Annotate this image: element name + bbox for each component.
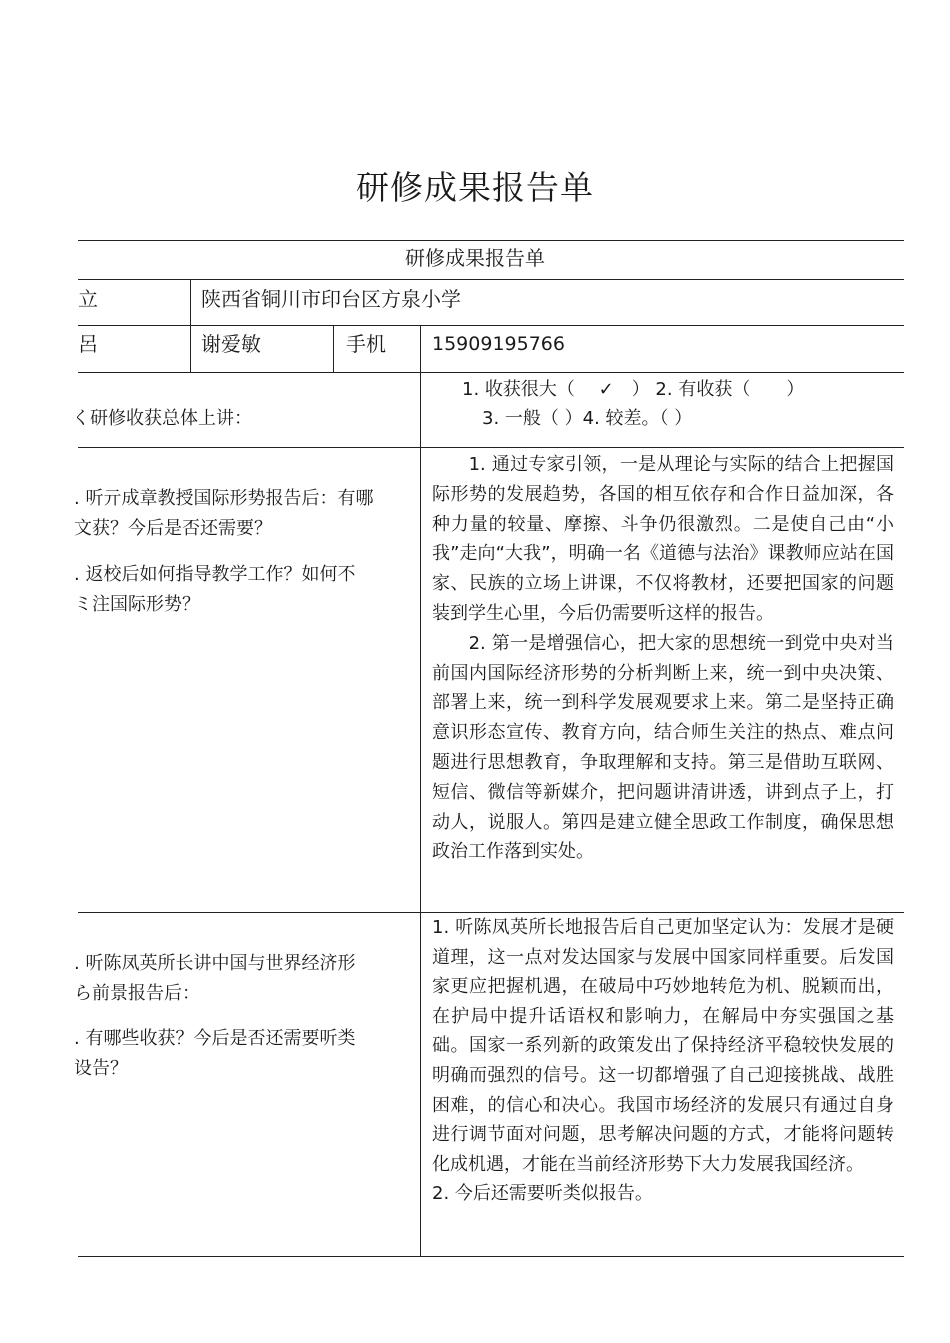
table-divider [420,325,421,1256]
q1-line4: ミ注国际形势？ [74,594,200,615]
table-title: 研修成果报告单 [405,246,545,270]
q2-answer-paragraph-2: 2. 今后还需要听类似报告。 [432,1183,653,1205]
overall-question: く研修收获总体上讲： [72,408,252,429]
phone-label: 手机 [346,332,386,356]
unit-label: 立 [78,287,98,311]
table-rule [78,279,904,280]
q2-line1: . 听陈凤英所长讲中国与世界经济形 [74,953,356,974]
name-value: 谢爱敏 [201,332,261,356]
overall-options-line1: 1. 收获很大（ ✓ ） 2. 有收获（ ） [462,379,805,400]
overall-options-line2: 3. 一般（ ）4. 较差。（ ） [482,408,693,429]
q1-answer-paragraph-2: 2. 第一是增强信心，把大家的思想统一到党中央对当前国内国际经济形势的分析判断上来，统一到中央决策、部署上来，统一到科学发展观要求上来。第二是坚持正确意识形态宣传、教育方向，结合师生关注的热点、难点问题进行思想教育，争取理解和支持。第三是借助互联网、短信、微信等新媒介，把问题讲清讲透，讲到点子上，打动人，说服人。第四是建立健全思政工作制度，确保思想政治工作落到实处。 [432,632,894,863]
table-rule [78,240,904,241]
q1-line3: . 返校后如何指导教学工作？如何不 [74,564,356,585]
name-label: 呂 [78,332,98,356]
q2-line2: ら前景报告后： [74,983,200,1004]
q2-line4: 设告？ [74,1058,128,1079]
q1-line2: 文获？今后是否还需要？ [74,518,272,539]
table-divider [190,279,191,372]
q1-answer-paragraph-1: 1. 通过专家引领，一是从理论与实际的结合上把握国际形势的发展趋势，各国的相互依存和合作日益加深，各种力量的较量、摩擦、斗争仍很激烈。二是使自己由“小我”走向“大我”，明确一名《道德与法治》课教师应站在国家、民族的立场上讲课，不仅将教材，还要把国家的问题装到学生心里，今后仍需要听这样的报告。 [432,454,894,624]
table-rule [78,372,904,373]
table-rule [78,447,904,448]
q2-answer [432,913,894,1209]
q2-answer-paragraph-1: 1. 听陈凤英所长地报告后自己更加坚定认为：发展才是硬道理，这一点对发达国家与发展中国家同样重要。后发国家更应把握机遇，在破局中巧妙地转危为机、脱颖而出，在护局中提升话语权和影响力，在解局中夯实强国之基础。国家一系列新的政策发出了保持经济平稳较快发展的明确而强烈的信号。这一切都增强了自己迎接挑战、战胜困难，的信心和决心。我国市场经济的发展只有通过自身进行调节面对问题，思考解决问题的方式，才能将问题转化成机遇，才能在当前经济形势下大力发展我国经济。 [432,917,894,1175]
table-rule [78,1256,904,1257]
table-divider [333,325,334,372]
document-title: 研修成果报告单 [356,168,594,207]
q1-answer [432,450,894,867]
unit-value: 陕西省铜川市印台区方泉小学 [201,287,461,311]
q1-line1: . 听亓成章教授国际形势报告后：有哪 [74,488,374,509]
q2-line3: . 有哪些收获？今后是否还需要听类 [74,1028,356,1049]
table-rule [78,325,904,326]
phone-value: 15909195766 [432,333,565,355]
